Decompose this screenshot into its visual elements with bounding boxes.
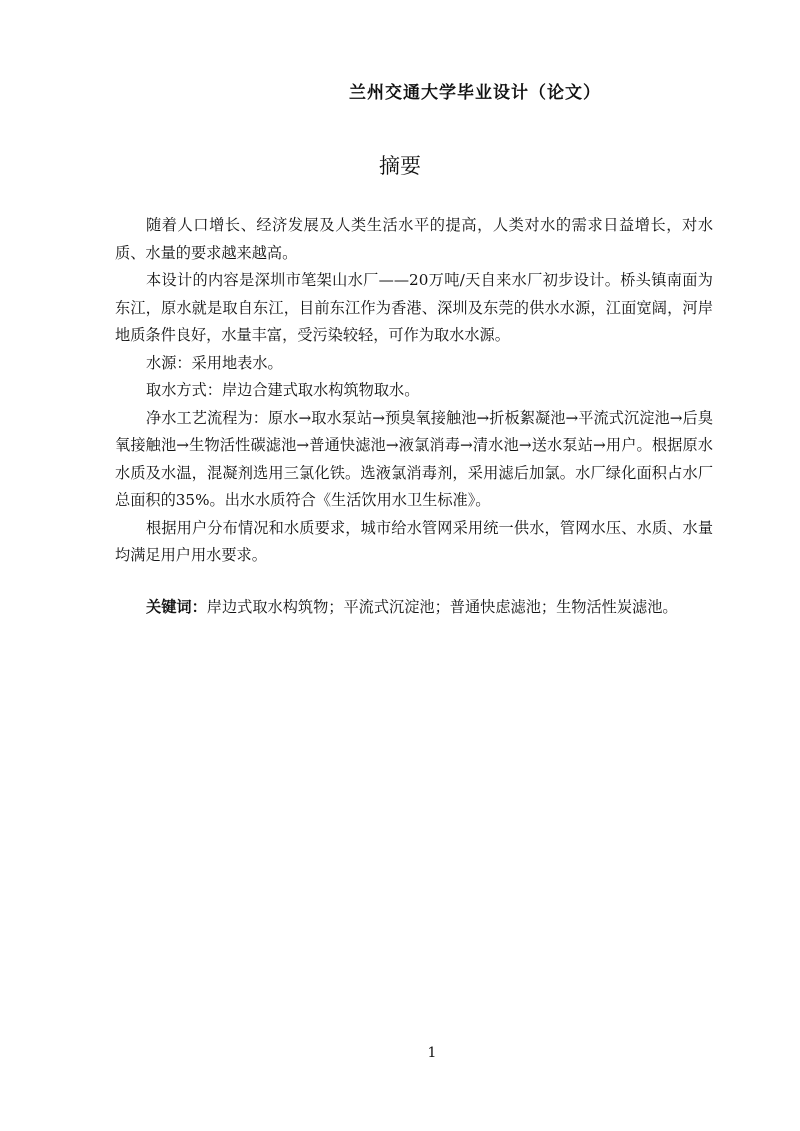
abstract-paragraph: 取水方式：岸边合建式取水构筑物取水。	[146, 381, 420, 399]
keywords-text: 岸边式取水构筑物；平流式沉淀池；普通快虑滤池；生物活性炭滤池。	[206, 597, 678, 616]
abstract-paragraph: 净水工艺流程为：原水→取水泵站→预臭氧接触池→折板絮凝池→平流式沉淀池→后臭氧接触池→生物活性碳滤池→普通快滤池→液氯消毒→清水池→送水泵站→用户。根据原水水质及水温，混凝剂选用三氯化铁。选液氯消毒剂，采用滤后加氯。水厂绿化面积占水厂总面积的35%。出水水质符合《生活饮用水卫生标准》。	[115, 408, 713, 509]
abstract-paragraph: 根据用户分布情况和水质要求，城市给水管网采用统一供水，管网水压、水质、水量均满足用户用水要求。	[115, 518, 713, 564]
abstract-paragraph: 水源：采用地表水。	[146, 353, 283, 372]
keywords-label: 关键词：	[146, 597, 207, 616]
page-number: 1	[427, 1045, 437, 1061]
abstract-paragraph: 随着人口增长、经济发展及人类生活水平的提高，人类对水的需求日益增长，对水质、水量的要求越来越高。	[115, 216, 713, 262]
abstract-body	[115, 212, 713, 621]
abstract-title: 摘要	[379, 154, 421, 178]
running-header-title: 兰州交通大学毕业设计（论文）	[349, 83, 601, 103]
abstract-paragraph: 本设计的内容是深圳市笔架山水厂——20万吨/天自来水厂初步设计。桥头镇南面为东江，原水就是取自东江，目前东江作为香港、深圳及东莞的供水水源，江面宽阔，河岸地质条件良好，水量丰富，受污染较轻，可作为取水水源。	[115, 271, 713, 344]
keywords-line	[115, 594, 713, 622]
